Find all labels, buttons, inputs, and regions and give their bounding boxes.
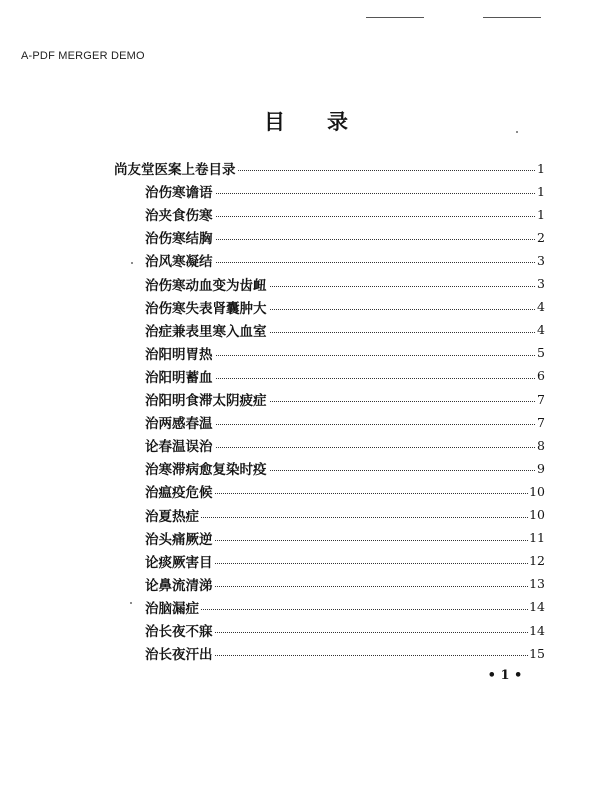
- toc-entry: [0, 342, 612, 364]
- toc-entry-page: 14: [529, 599, 545, 615]
- toc-entry-page: 7: [537, 414, 545, 430]
- toc-entry: [0, 642, 612, 664]
- toc-entry: [0, 296, 612, 318]
- toc-entry: [0, 273, 612, 295]
- toc-entry-page: 10: [529, 507, 545, 522]
- toc-entry: [0, 480, 612, 502]
- toc-entry-page: 7: [537, 391, 545, 407]
- toc-entry-page: 10: [529, 483, 545, 499]
- header-rule-left: [366, 17, 424, 18]
- page-title: [0, 106, 612, 136]
- toc-entry: [0, 550, 612, 572]
- toc-entry-page: 8: [537, 437, 545, 453]
- toc-entry-title: 治阳明蓄血: [145, 366, 215, 386]
- toc-entry-title: 治风寒凝结: [145, 250, 215, 270]
- toc-entry-title: 治脑漏症: [145, 597, 201, 617]
- toc-entry: [0, 180, 612, 202]
- toc-leader-dots: [145, 609, 528, 610]
- toc-entry-page: 1: [537, 160, 545, 176]
- toc-entry: [0, 203, 612, 225]
- title-char-right: 录: [327, 109, 348, 134]
- toc-entry: [0, 249, 612, 271]
- toc-entry-title: 治长夜不寐: [145, 620, 215, 640]
- toc-entry-title: 治两感春温: [145, 412, 215, 432]
- toc-entry-page: 3: [537, 252, 545, 268]
- toc-entry-page: 14: [529, 622, 545, 638]
- speck: [130, 602, 132, 604]
- toc-entry: [0, 388, 612, 410]
- toc-entry-title: 治伤寒谵语: [145, 181, 215, 201]
- toc-entry-title: 治夏热症: [145, 505, 201, 525]
- toc-entry: [0, 457, 612, 479]
- toc-entry-title: 治阳明食滞太阴疲症: [145, 389, 269, 409]
- toc-entry-title: 治伤寒动血变为齿衄: [145, 274, 269, 294]
- toc-entry-title: 尚友堂医案上卷目录: [114, 158, 238, 178]
- toc-entry-title: 治长夜汗出: [145, 643, 215, 663]
- toc-entry-page: 4: [537, 322, 545, 338]
- toc-entry-title: 治头痛厥逆: [145, 528, 215, 548]
- toc-entry: [0, 504, 612, 526]
- title-char-left: 目: [264, 109, 285, 134]
- toc-entry-title: 治夹食伤寒: [145, 204, 215, 224]
- toc-entry-page: 13: [529, 576, 545, 592]
- toc-entry-title: 治伤寒结胸: [145, 227, 215, 247]
- speck: [516, 131, 518, 133]
- toc-entry-title: 论鼻流清涕: [145, 574, 215, 594]
- toc-entry: [0, 157, 612, 179]
- toc-entry-page: 2: [537, 229, 545, 245]
- toc-entry-title: 治寒滞病愈复染时疫: [145, 458, 269, 478]
- toc-entry-page: 12: [529, 553, 545, 569]
- toc-entry-page: 4: [537, 299, 545, 315]
- toc-entry-title: 治症兼表里寒入血室: [145, 320, 269, 340]
- toc-entry-title: 治瘟疫危候: [145, 481, 215, 501]
- toc-entry: [0, 319, 612, 341]
- toc-entry: [0, 573, 612, 595]
- toc-entry-page: 9: [537, 460, 545, 476]
- toc-entry-page: 5: [537, 345, 545, 361]
- toc-entry-page: 11: [529, 530, 545, 546]
- toc-entry: [0, 527, 612, 549]
- toc-entry: [0, 226, 612, 248]
- toc-entry-title: 论痰厥害目: [145, 551, 215, 571]
- watermark: A-PDF MERGER DEMO: [21, 50, 145, 62]
- toc-entry-page: 6: [537, 368, 545, 384]
- toc-entry: [0, 411, 612, 433]
- toc-entry-page: 1: [537, 183, 545, 199]
- header-rule-right: [483, 17, 541, 18]
- toc-entry-page: 15: [529, 645, 545, 661]
- toc-entry-title: 治伤寒失表肾囊肿大: [145, 297, 269, 317]
- page-number-footer: • 1 •: [487, 668, 523, 683]
- toc-entry-page: 1: [537, 206, 545, 222]
- toc-entry: [0, 365, 612, 387]
- toc-entry: [0, 434, 612, 456]
- toc-entry-page: 3: [537, 276, 545, 291]
- toc-entry-title: 治阳明胃热: [145, 343, 215, 363]
- toc-entry: [0, 596, 612, 618]
- speck: [131, 262, 133, 264]
- toc-entry-title: 论春温误治: [145, 435, 215, 455]
- toc-entry: [0, 619, 612, 641]
- toc-leader-dots: [145, 517, 528, 518]
